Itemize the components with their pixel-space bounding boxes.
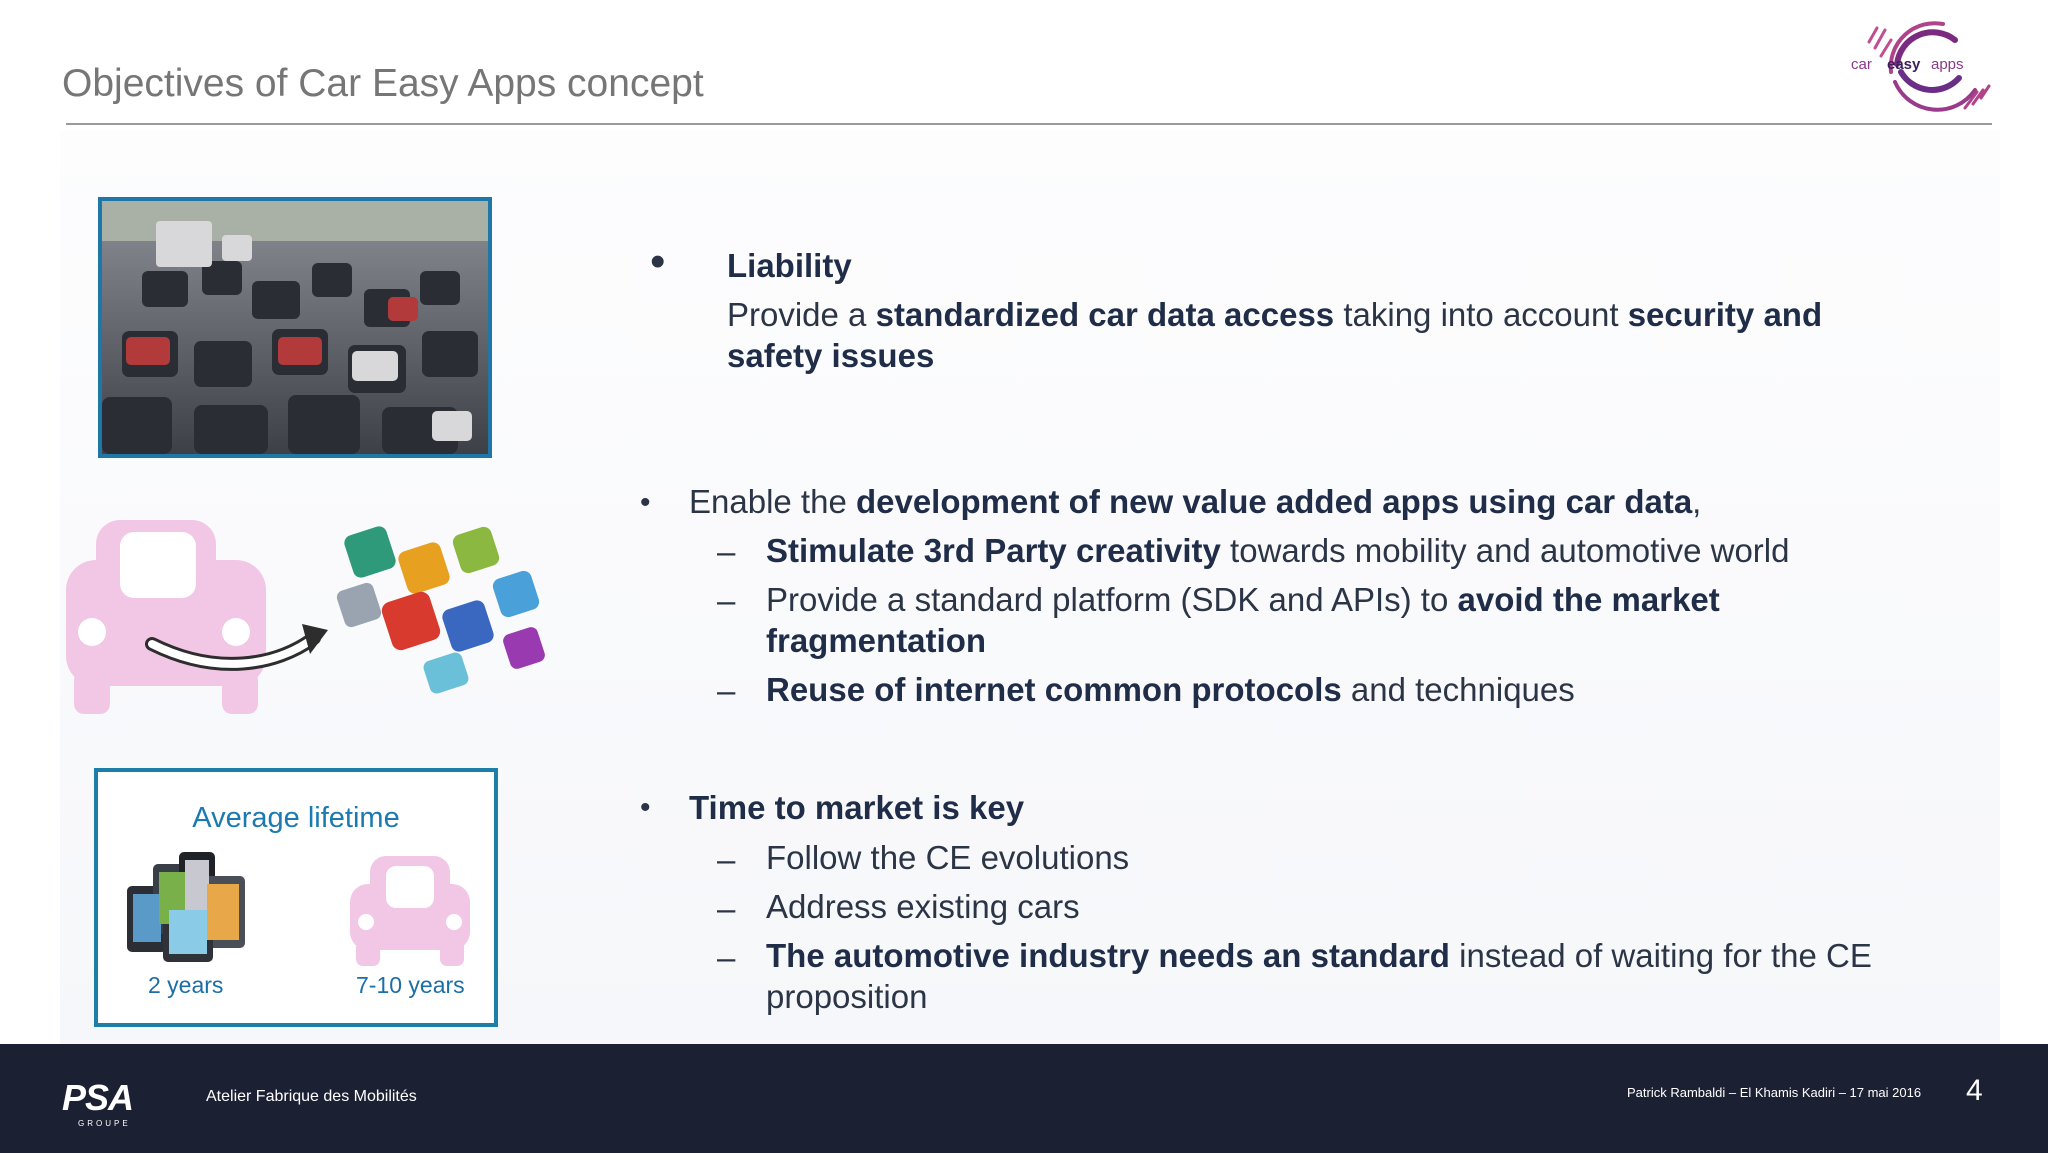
footer-event-name: Atelier Fabrique des Mobilités [206, 1088, 417, 1105]
slide-title: Objectives of Car Easy Apps concept [62, 62, 704, 105]
svg-text:PSA: PSA [62, 1077, 134, 1118]
traffic-jam-photo [98, 197, 492, 458]
logo-text-car: car [1851, 56, 1872, 73]
dash-marker: – [717, 582, 736, 619]
average-lifetime-box [94, 768, 498, 1027]
sub-bullet-platform: Provide a standard platform (SDK and APIs) to avoid the market fragmentation [766, 581, 1720, 659]
sub-bullet-protocols: Reuse of internet common protocols and techniques [766, 671, 1575, 708]
dash-marker: – [717, 672, 736, 709]
logo-text-apps: apps [1931, 56, 1964, 73]
dash-marker: – [717, 841, 736, 878]
title-divider [66, 123, 1992, 125]
bullet-development: Enable the development of new value added apps using car data, [689, 483, 1702, 520]
liability-description: Provide a standardized car data access taking into account security and safety issues [727, 296, 1823, 374]
footer-authors-date: Patrick Rambaldi – El Khamis Kadiri – 17 mai 2016 [1627, 1085, 1922, 1100]
lifetime-title: Average lifetime [192, 802, 400, 834]
dash-marker: – [717, 939, 736, 976]
car-icon [350, 850, 470, 968]
page-number: 4 [1966, 1074, 1983, 1107]
car-to-apps-illustration [66, 500, 586, 725]
phones-icon [123, 846, 253, 966]
bullet-marker: • [640, 791, 651, 824]
logo-text-easy: easy [1887, 56, 1921, 73]
bullet-time-to-market: Time to market is key [689, 789, 1025, 826]
svg-text:GROUPE: GROUPE [78, 1119, 131, 1128]
liability-heading: Liability [727, 247, 852, 284]
car-easy-apps-logo [1845, 16, 1995, 116]
bullet-liability [727, 245, 852, 286]
sub-bullet-existing-cars: Address existing cars [766, 888, 1080, 925]
sub-bullet-creativity: Stimulate 3rd Party creativity towards mobility and automotive world [766, 532, 1790, 569]
sub-bullet-industry-standard: The automotive industry needs an standard instead of waiting for the CE proposition [766, 937, 1872, 1015]
dash-marker: – [717, 533, 736, 570]
dash-marker: – [717, 890, 736, 927]
phones-lifetime-label: 2 years [148, 972, 224, 998]
bullet-marker: • [640, 486, 651, 519]
psa-groupe-logo [62, 1076, 154, 1128]
bullet-marker: • [650, 237, 666, 286]
sub-bullet-ce-evolutions: Follow the CE evolutions [766, 839, 1130, 876]
cars-lifetime-label: 7-10 years [356, 972, 465, 998]
app-icons [335, 524, 547, 695]
